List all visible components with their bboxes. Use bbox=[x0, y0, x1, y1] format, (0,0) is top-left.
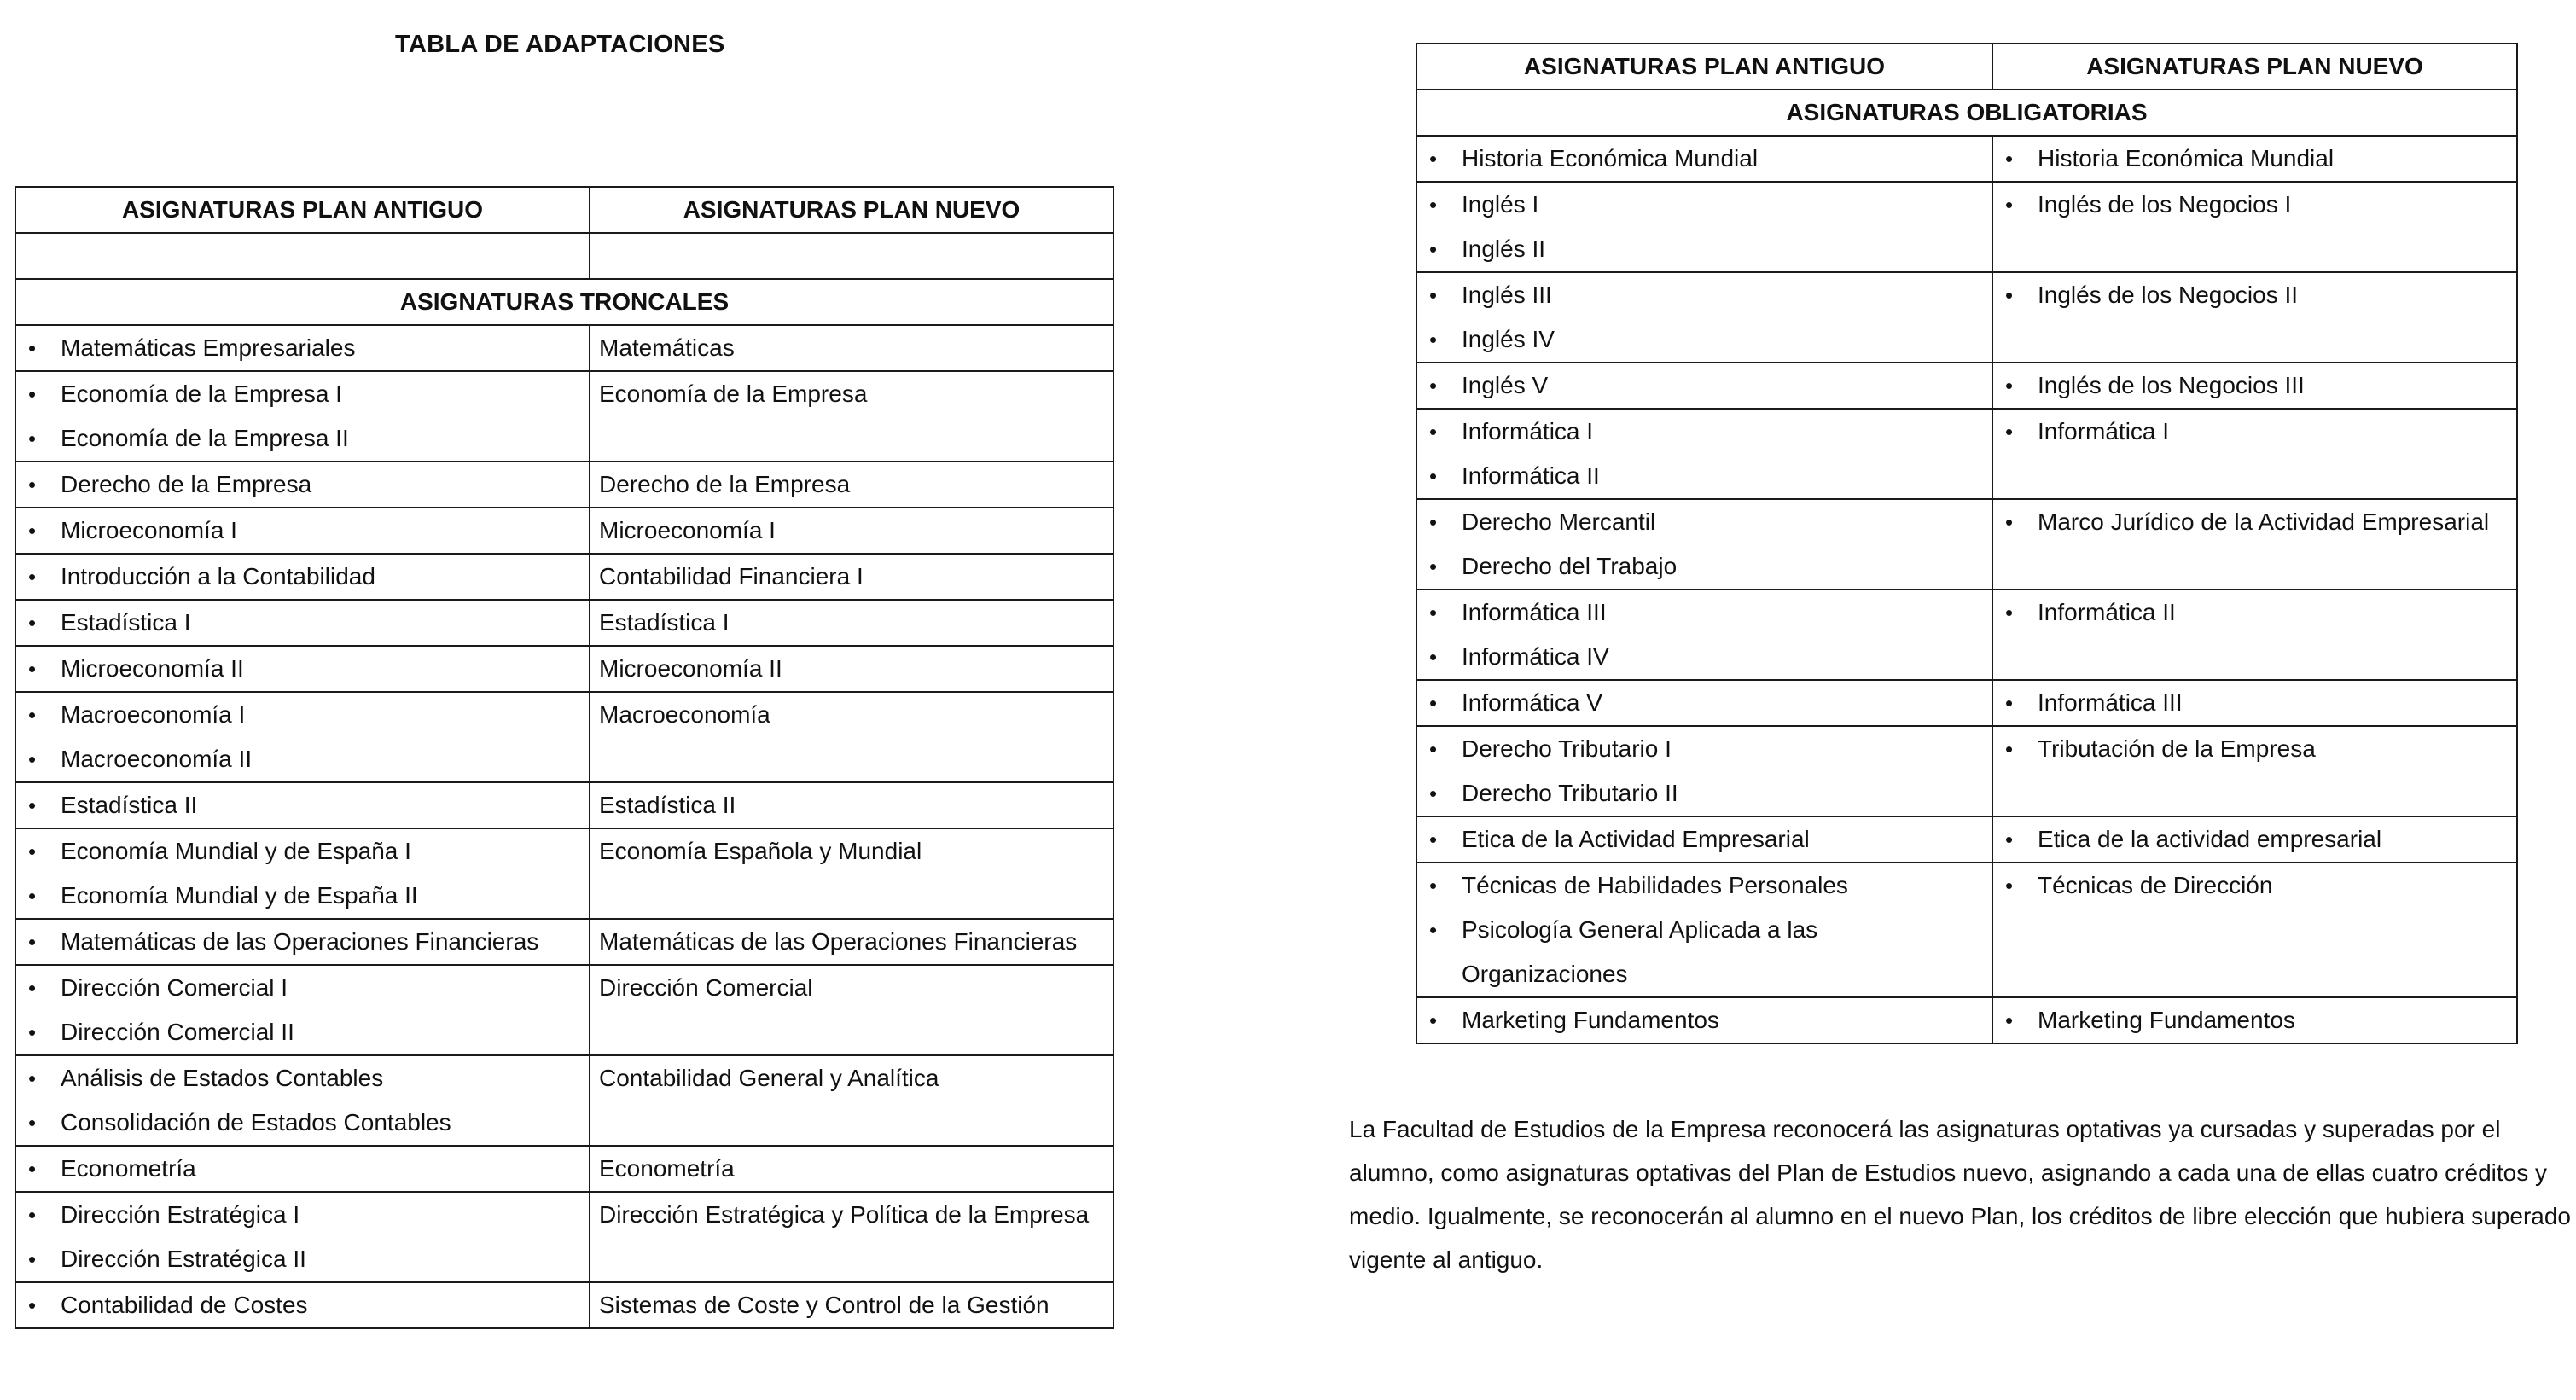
subject-cell bbox=[1416, 182, 1992, 272]
subject-list bbox=[1426, 363, 1983, 408]
subject-item: • Microeconomía I bbox=[25, 508, 580, 553]
table-row bbox=[1416, 136, 2517, 182]
subject-list bbox=[2002, 273, 2508, 317]
subject-list bbox=[1426, 727, 1983, 816]
subject-cell bbox=[15, 919, 590, 965]
subject-cell bbox=[590, 782, 1114, 828]
col-header-new-plan: ASIGNATURAS PLAN NUEVO bbox=[1992, 44, 2517, 90]
header-row bbox=[1416, 44, 2517, 90]
subject-item: • Marketing Fundamentos bbox=[2002, 998, 2508, 1043]
obligatorias-rows bbox=[1416, 136, 2517, 1043]
subject-list bbox=[25, 508, 580, 553]
subject-item: • Contabilidad de Costes bbox=[25, 1283, 580, 1327]
subject-item: • Etica de la Actividad Empresarial bbox=[1426, 817, 1983, 862]
table-row bbox=[15, 1055, 1114, 1146]
subject-item: • Inglés I bbox=[1426, 183, 1983, 227]
subject-item: • Inglés III bbox=[1426, 273, 1983, 317]
table-row bbox=[15, 325, 1114, 371]
subject-cell bbox=[15, 782, 590, 828]
subject-cell bbox=[15, 462, 590, 508]
subject-text: Dirección Comercial bbox=[599, 974, 813, 1001]
subject-list bbox=[2002, 681, 2508, 725]
subject-item: • Marketing Fundamentos bbox=[1426, 998, 1983, 1043]
subject-cell bbox=[15, 965, 590, 1055]
subject-item: • Informática I bbox=[1426, 410, 1983, 454]
subject-cell bbox=[590, 919, 1114, 965]
subject-list bbox=[2002, 817, 2508, 862]
subject-item: • Inglés V bbox=[1426, 363, 1983, 408]
subject-item: • Derecho del Trabajo bbox=[1426, 544, 1983, 589]
subject-list bbox=[1426, 590, 1983, 679]
subject-list bbox=[25, 693, 580, 781]
subject-item: • Dirección Comercial I bbox=[25, 966, 580, 1010]
subject-list bbox=[25, 372, 580, 461]
troncales-table bbox=[15, 186, 1114, 1329]
table-row bbox=[1416, 182, 2517, 272]
section-row bbox=[15, 279, 1114, 325]
subject-text: Matemáticas de las Operaciones Financieras bbox=[599, 928, 1078, 955]
subject-item: • Dirección Comercial II bbox=[25, 1010, 580, 1054]
subject-cell bbox=[15, 371, 590, 462]
subject-item: • Macroeconomía II bbox=[25, 737, 580, 781]
subject-cell bbox=[590, 1282, 1114, 1328]
subject-list bbox=[2002, 863, 2508, 908]
subject-list bbox=[2002, 183, 2508, 227]
subject-cell bbox=[1416, 363, 1992, 409]
table-row bbox=[15, 600, 1114, 646]
subject-list bbox=[1426, 998, 1983, 1043]
subject-cell bbox=[15, 1055, 590, 1146]
subject-cell bbox=[590, 1192, 1114, 1282]
subject-text: Contabilidad Financiera I bbox=[599, 563, 864, 590]
subject-cell bbox=[1992, 997, 2517, 1043]
subject-item: • Inglés de los Negocios III bbox=[2002, 363, 2508, 408]
subject-list bbox=[25, 920, 580, 964]
subject-list bbox=[25, 555, 580, 599]
subject-item: • Derecho Tributario I bbox=[1426, 727, 1983, 771]
col-header-old-plan: ASIGNATURAS PLAN ANTIGUO bbox=[1416, 44, 1992, 90]
subject-item: • Macroeconomía I bbox=[25, 693, 580, 737]
table-row bbox=[1416, 680, 2517, 726]
subject-item: • Técnicas de Habilidades Personales bbox=[1426, 863, 1983, 908]
subject-list bbox=[1426, 817, 1983, 862]
subject-list bbox=[25, 462, 580, 507]
subject-list bbox=[25, 829, 580, 918]
subject-cell bbox=[1416, 409, 1992, 499]
table-row bbox=[1416, 863, 2517, 997]
subject-cell bbox=[1992, 863, 2517, 997]
subject-item: • Econometría bbox=[25, 1147, 580, 1191]
subject-cell bbox=[1992, 363, 2517, 409]
recognition-note: La Facultad de Estudios de la Empresa reconocerá las asignaturas optativas ya cursadas y superadas por el alumno, como asignaturas optativas del Plan de Estudios nuevo, asignando a cada una de ellas cuatro créditos y medio. Igualmente, se reconocerán al alumno en el nuevo Plan, los créditos de libre elección que hubiera superado vigente al antiguo. bbox=[1349, 1116, 2572, 1273]
subject-list bbox=[2002, 363, 2508, 408]
subject-cell bbox=[590, 600, 1114, 646]
subject-cell bbox=[590, 1146, 1114, 1192]
subject-cell bbox=[15, 600, 590, 646]
subject-cell bbox=[1416, 272, 1992, 363]
subject-item: • Psicología General Aplicada a las Organizaciones bbox=[1426, 908, 1983, 996]
subject-item: • Microeconomía II bbox=[25, 647, 580, 691]
subject-text: Contabilidad General y Analítica bbox=[599, 1065, 939, 1091]
subject-cell bbox=[590, 692, 1114, 782]
subject-cell bbox=[590, 371, 1114, 462]
subject-list bbox=[2002, 500, 2508, 544]
table-row bbox=[1416, 997, 2517, 1043]
subject-list bbox=[1426, 500, 1983, 589]
subject-list bbox=[2002, 137, 2508, 181]
table-row bbox=[15, 646, 1114, 692]
subject-item: • Matemáticas de las Operaciones Financieras bbox=[25, 920, 580, 964]
subject-cell bbox=[15, 508, 590, 554]
table-row bbox=[15, 554, 1114, 600]
subject-cell bbox=[1416, 863, 1992, 997]
subject-item: • Inglés II bbox=[1426, 227, 1983, 271]
subject-item: • Análisis de Estados Contables bbox=[25, 1056, 580, 1101]
subject-cell bbox=[15, 325, 590, 371]
subject-list bbox=[25, 1283, 580, 1327]
subject-cell bbox=[1416, 680, 1992, 726]
section-header-troncales: ASIGNATURAS TRONCALES bbox=[15, 279, 1114, 325]
subject-item: • Economía de la Empresa II bbox=[25, 416, 580, 461]
subject-cell bbox=[15, 646, 590, 692]
table-row bbox=[15, 692, 1114, 782]
table-row bbox=[15, 462, 1114, 508]
subject-list bbox=[1426, 863, 1983, 996]
section-header-obligatorias: ASIGNATURAS OBLIGATORIAS bbox=[1416, 90, 2517, 136]
subject-cell bbox=[1992, 409, 2517, 499]
header-row bbox=[15, 187, 1114, 233]
table-row bbox=[1416, 499, 2517, 590]
subject-cell bbox=[1992, 816, 2517, 863]
subject-cell bbox=[1416, 726, 1992, 816]
subject-list bbox=[2002, 590, 2508, 635]
table-row bbox=[15, 1282, 1114, 1328]
subject-list bbox=[2002, 410, 2508, 454]
subject-item: • Dirección Estratégica I bbox=[25, 1193, 580, 1237]
subject-cell bbox=[15, 554, 590, 600]
subject-cell bbox=[1992, 680, 2517, 726]
subject-cell bbox=[1416, 997, 1992, 1043]
subject-list bbox=[1426, 183, 1983, 271]
table-row bbox=[1416, 590, 2517, 680]
subject-cell bbox=[1416, 590, 1992, 680]
subject-cell bbox=[590, 965, 1114, 1055]
table-row bbox=[1416, 816, 2517, 863]
subject-cell bbox=[1992, 272, 2517, 363]
subject-cell bbox=[1992, 182, 2517, 272]
table-row bbox=[15, 965, 1114, 1055]
subject-cell bbox=[15, 692, 590, 782]
table-row bbox=[15, 1192, 1114, 1282]
subject-list bbox=[25, 966, 580, 1054]
table-row bbox=[15, 508, 1114, 554]
table-row bbox=[15, 1146, 1114, 1192]
subject-text: Economía de la Empresa bbox=[599, 380, 868, 407]
subject-item: • Informática I bbox=[2002, 410, 2508, 454]
subject-cell bbox=[1992, 499, 2517, 590]
subject-cell bbox=[590, 508, 1114, 554]
subject-list bbox=[2002, 727, 2508, 771]
subject-item: • Informática III bbox=[2002, 681, 2508, 725]
subject-item: • Informática II bbox=[1426, 454, 1983, 498]
subject-cell bbox=[1416, 499, 1992, 590]
subject-list bbox=[1426, 137, 1983, 181]
subject-item: • Introducción a la Contabilidad bbox=[25, 555, 580, 599]
subject-cell bbox=[1992, 590, 2517, 680]
table-row bbox=[1416, 363, 2517, 409]
subject-item: • Tributación de la Empresa bbox=[2002, 727, 2508, 771]
subject-item: • Dirección Estratégica II bbox=[25, 1237, 580, 1281]
subject-cell bbox=[1992, 136, 2517, 182]
subject-item: • Historia Económica Mundial bbox=[1426, 137, 1983, 181]
subject-cell bbox=[590, 828, 1114, 919]
subject-item: • Derecho Mercantil bbox=[1426, 500, 1983, 544]
subject-text: Matemáticas bbox=[599, 334, 735, 361]
subject-item: • Técnicas de Dirección bbox=[2002, 863, 2508, 908]
subject-item: • Inglés de los Negocios II bbox=[2002, 273, 2508, 317]
subject-item: • Consolidación de Estados Contables bbox=[25, 1101, 580, 1145]
subject-cell bbox=[590, 462, 1114, 508]
subject-list bbox=[25, 1056, 580, 1145]
subject-list bbox=[25, 647, 580, 691]
empty-cell bbox=[590, 233, 1114, 279]
subject-list bbox=[25, 601, 580, 645]
table-row bbox=[1416, 272, 2517, 363]
subject-text: Microeconomía II bbox=[599, 655, 782, 682]
subject-item: • Economía Mundial y de España II bbox=[25, 874, 580, 918]
subject-item: • Informática II bbox=[2002, 590, 2508, 635]
subject-cell bbox=[15, 828, 590, 919]
subject-text: Sistemas de Coste y Control de la Gestión bbox=[599, 1292, 1050, 1318]
subject-list bbox=[25, 1193, 580, 1281]
subject-text: Econometría bbox=[599, 1155, 735, 1182]
subject-item: • Derecho Tributario II bbox=[1426, 771, 1983, 816]
subject-cell bbox=[1416, 816, 1992, 863]
subject-item: • Historia Económica Mundial bbox=[2002, 137, 2508, 181]
subject-text: Estadística I bbox=[599, 609, 730, 636]
table-row bbox=[15, 828, 1114, 919]
col-header-old-plan: ASIGNATURAS PLAN ANTIGUO bbox=[15, 187, 590, 233]
empty-cell bbox=[15, 233, 590, 279]
subject-item: • Inglés IV bbox=[1426, 317, 1983, 362]
subject-cell bbox=[1992, 726, 2517, 816]
subject-item: • Economía de la Empresa I bbox=[25, 372, 580, 416]
subject-cell bbox=[15, 1146, 590, 1192]
empty-row bbox=[15, 233, 1114, 279]
subject-item: • Inglés de los Negocios I bbox=[2002, 183, 2508, 227]
subject-list bbox=[2002, 998, 2508, 1043]
table-row bbox=[1416, 409, 2517, 499]
subject-list bbox=[1426, 410, 1983, 498]
subject-cell bbox=[590, 1055, 1114, 1146]
troncales-rows bbox=[15, 325, 1114, 1328]
subject-cell bbox=[590, 325, 1114, 371]
table-row bbox=[15, 371, 1114, 462]
subject-cell bbox=[15, 1192, 590, 1282]
subject-item: • Informática III bbox=[1426, 590, 1983, 635]
page-title: TABLA DE ADAPTACIONES bbox=[395, 31, 725, 58]
subject-item: • Marco Jurídico de la Actividad Empresarial bbox=[2002, 500, 2508, 544]
subject-text: Estadística II bbox=[599, 792, 736, 818]
subject-list bbox=[25, 326, 580, 370]
subject-list bbox=[1426, 681, 1983, 725]
subject-cell bbox=[1416, 136, 1992, 182]
table-row bbox=[15, 919, 1114, 965]
subject-list bbox=[1426, 273, 1983, 362]
subject-text: Derecho de la Empresa bbox=[599, 471, 851, 497]
subject-item: • Informática IV bbox=[1426, 635, 1983, 679]
subject-item: • Estadística II bbox=[25, 783, 580, 828]
subject-text: Macroeconomía bbox=[599, 701, 770, 728]
subject-item: • Economía Mundial y de España I bbox=[25, 829, 580, 874]
subject-text: Economía Española y Mundial bbox=[599, 838, 922, 864]
subject-item: • Estadística I bbox=[25, 601, 580, 645]
subject-cell bbox=[590, 554, 1114, 600]
subject-text: Dirección Estratégica y Política de la Empresa bbox=[599, 1201, 1090, 1228]
subject-cell bbox=[15, 1282, 590, 1328]
subject-list bbox=[25, 783, 580, 828]
obligatorias-table bbox=[1416, 43, 2518, 1044]
subject-list bbox=[25, 1147, 580, 1191]
subject-item: • Informática V bbox=[1426, 681, 1983, 725]
subject-cell bbox=[590, 646, 1114, 692]
table-row bbox=[15, 782, 1114, 828]
subject-item: • Etica de la actividad empresarial bbox=[2002, 817, 2508, 862]
table-row bbox=[1416, 726, 2517, 816]
subject-item: • Matemáticas Empresariales bbox=[25, 326, 580, 370]
section-row bbox=[1416, 90, 2517, 136]
col-header-new-plan: ASIGNATURAS PLAN NUEVO bbox=[590, 187, 1114, 233]
subject-item: • Derecho de la Empresa bbox=[25, 462, 580, 507]
subject-text: Microeconomía I bbox=[599, 517, 776, 543]
